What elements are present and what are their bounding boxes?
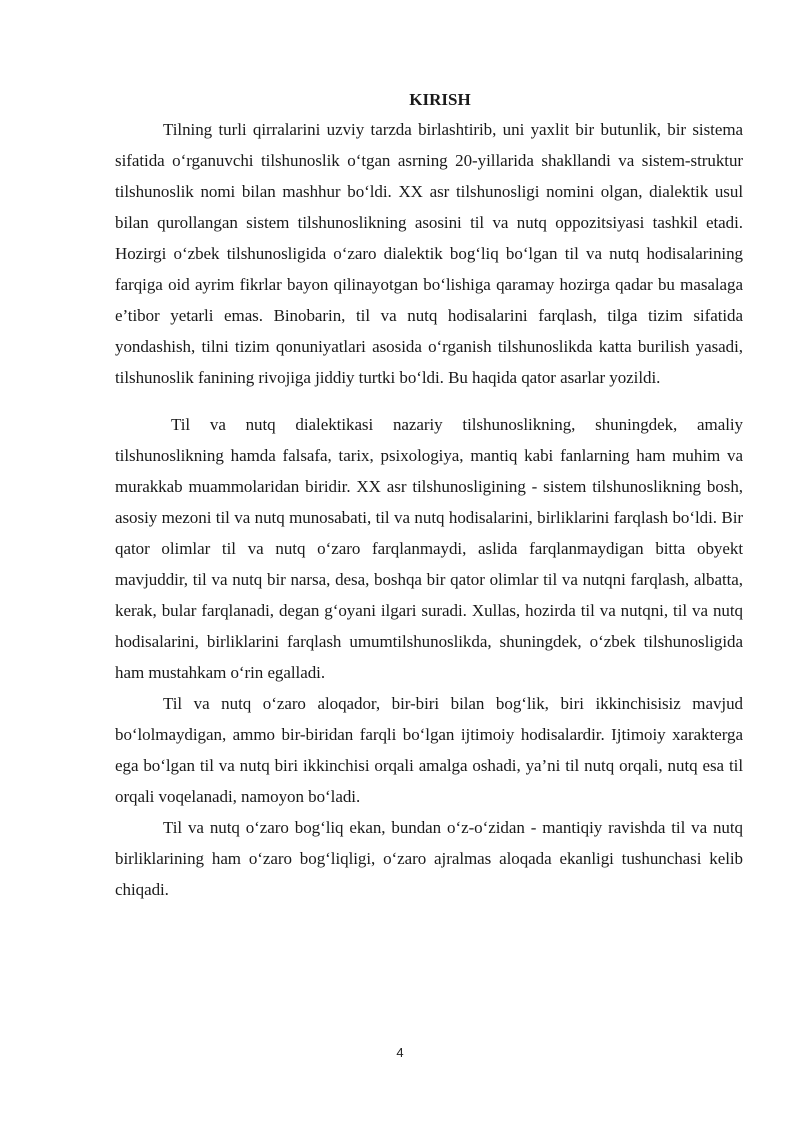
paragraph-2: Til va nutq dialektikasi nazariy tilshunoslikning, shuningdek, amaliy tilshunoslikning hamda falsafa, tarix, psixologiya, mantiq kabi fanlarning ham muhim va murakkab muammolaridan biridir. XX asr tilshunosligining - sistem tilshunoslikning bosh, asosiy mezoni til va nutq munosabati, til va nutq hodisalarini, birliklarini farqlash bo‘ldi. Bir qator olimlar til va nutq o‘zaro farqlanmaydi, aslida farqlanmaydigan bitta obyekt mavjuddir, til va nutq bir narsa, desa, boshqa bir qator olimlar til va nutqni farqlash, albatta, kerak, bular farqlanadi, degan g‘oyani ilgari suradi. Xullas, hozirda til va nutqni, til va nutq hodisalarini, birliklarini farqlash umumtilshunoslikda, shuningdek, o‘zbek tilshunosligida ham mustahkam o‘rin egalladi. [115,415,743,682]
section-title: KIRISH [409,90,471,109]
document-page [115,88,743,905]
page-number: 4 [396,1045,404,1060]
paragraph-3: Til va nutq o‘zaro aloqador, bir-biri bilan bog‘lik, biri ikkinchisisiz mavjud bo‘lolmaydigan, ammo bir-biridan farqli bo‘lgan ijtimoiy hodisalardir. Ijtimoiy xarakterga ega bo‘lgan til va nutq biri ikkinchisi orqali amalga oshadi, ya’ni til nutq orqali, nutq esa til orqali voqelanadi, namoyon bo‘ladi. [115,694,743,806]
paragraph-1: Tilning turli qirralarini uzviy tarzda birlashtirib, uni yaxlit bir butunlik, bir sistema sifatida o‘rganuvchi tilshunoslik o‘tgan asrning 20-yillarida shakllandi va sistem-struktur tilshunoslik nomi bilan mashhur bo‘ldi. XX asr tilshunosligi nomini olgan, dialektik usul bilan qurollangan sistem tilshunoslikning asosini til va nutq oppozitsiyasi tashkil etadi. Hozirgi o‘zbek tilshunosligida o‘zaro dialektik bog‘liq bo‘lgan til va nutq hodisalarining farqiga oid ayrim fikrlar bayon qilinayotgan bo‘lishiga qaramay hozirga qadar bu masalaga e’tibor yetarli emas. Binobarin, til va nutq hodisalarini farqlash, tilga tizim sifatida yondashish, tilni tizim qonuniyatlari asosida o‘rganish tilshunoslikda katta burilish yasadi, tilshunoslik fanining rivojiga jiddiy turtki bo‘ldi. Bu haqida qator asarlar yozildi. [115,120,743,387]
paragraph-4: Til va nutq o‘zaro bog‘liq ekan, bundan o‘z-o‘zidan - mantiqiy ravishda til va nutq birliklarining ham o‘zaro bog‘liqligi, o‘zaro ajralmas aloqada ekanligi tushunchasi kelib chiqadi. [115,818,743,899]
